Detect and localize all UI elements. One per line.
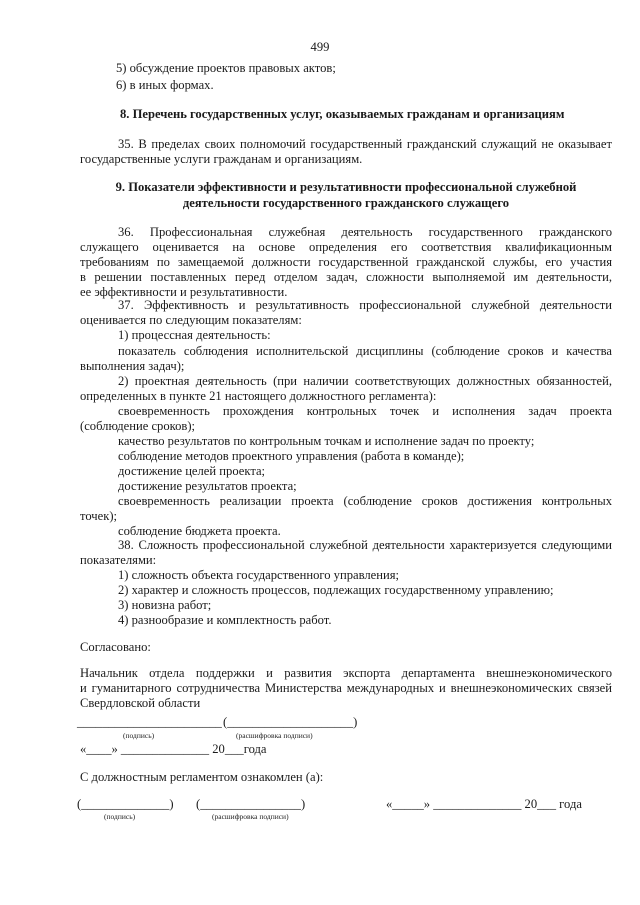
list-item: 6) в иных формах. (116, 78, 214, 92)
acquaint-signature-field: (______________) (77, 797, 174, 811)
paragraph-36-line: ее эффективности и результативности. (80, 285, 288, 299)
approval-label: Согласовано: (80, 640, 151, 654)
paragraph-38-line: 38. Сложность профессиональной служебной деятельности характеризуется следующими (118, 538, 612, 552)
paragraph-37-line: своевременность прохождения контрольных точек и исполнения задач проекта (118, 404, 612, 418)
paragraph-36-line: служащего оценивается на основе определения его соответствия квалификационным (80, 240, 612, 254)
paragraph-35-line: государственные услуги гражданам и организациям. (80, 152, 363, 166)
paragraph-37-line: определенных в пункте 21 настоящего должностного регламента): (80, 389, 437, 403)
approval-position-line: Свердловской области (80, 696, 201, 710)
paragraph-37-line: оценивается по следующим показателям: (80, 313, 302, 327)
paragraph-38-line: показателями: (80, 553, 157, 567)
section-8-heading: 8. Перечень государственных услуг, оказываемых гражданам и организациям (120, 107, 565, 121)
approval-decode-field: (____________________) (223, 715, 358, 729)
section-9-heading: деятельности государственного гражданского служащего (182, 196, 510, 210)
paragraph-38-line: 4) разнообразие и комплектность работ. (118, 613, 332, 627)
approval-date-line: «____» ______________ 20___года (80, 742, 267, 756)
list-item: 5) обсуждение проектов правовых актов; (116, 61, 336, 75)
paragraph-38-line: 3) новизна работ; (118, 598, 212, 612)
paragraph-37-line: достижение целей проекта; (118, 464, 266, 478)
paragraph-38-line: 2) характер и сложность процессов, подлежащих государственному управлению; (118, 583, 554, 597)
paragraph-35-line: 35. В пределах своих полномочий государственный гражданский служащий не оказывает (118, 137, 612, 151)
approval-position-line: Начальник отдела поддержки и развития экспорта департамента внешнеэкономического (80, 666, 612, 680)
decode-caption: (расшифровка подписи) (236, 731, 313, 740)
paragraph-37-line: 2) проектная деятельность (при наличии соответствующих должностных обязанностей, (118, 374, 612, 388)
paragraph-36-line: требованиям по замещаемой должности государственной гражданской службы, его участия (80, 255, 612, 269)
paragraph-36-line: 36. Профессиональная служебная деятельность государственного гражданского (118, 225, 612, 239)
decode-caption: (расшифровка подписи) (212, 812, 289, 821)
paragraph-38-line: 1) сложность объекта государственного управления; (118, 568, 400, 582)
paragraph-37-line: 1) процессная деятельность: (118, 328, 271, 342)
paragraph-37-line: выполнения задач); (80, 359, 185, 373)
paragraph-37-line: 37. Эффективность и результативность профессиональной служебной деятельности (118, 298, 612, 312)
approval-signature-field: _______________________ (77, 715, 222, 729)
paragraph-37-line: соблюдение бюджета проекта. (118, 524, 281, 538)
signature-caption: (подпись) (104, 812, 136, 821)
paragraph-37-line: соблюдение методов проектного управления (работа в команде); (118, 449, 465, 463)
paragraph-37-line: (соблюдение сроков); (80, 419, 196, 433)
acquaint-label: С должностным регламентом ознакомлен (а): (80, 770, 324, 784)
paragraph-37-line: достижение результатов проекта; (118, 479, 297, 493)
paragraph-37-line: качество результатов по контрольным точкам и исполнение задач по проекту; (118, 434, 535, 448)
paragraph-36-line: в решении поставленных перед отделом задач, сложности выполняемой им деятельности, (80, 270, 612, 284)
paragraph-37-line: своевременность реализации проекта (соблюдение сроков достижения контрольных (118, 494, 612, 508)
paragraph-37-line: показатель соблюдения исполнительской дисциплины (соблюдение сроков и качества (118, 344, 612, 358)
paragraph-37-line: точек); (80, 509, 118, 523)
section-9-heading: 9. Показатели эффективности и результативности профессиональной служебной (115, 180, 577, 194)
approval-position-line: и гуманитарного сотрудничества Министерства международных и внешнеэкономических связей (80, 681, 612, 695)
acquaint-decode-field: (________________) (196, 797, 306, 811)
page-number: 499 (310, 40, 330, 54)
signature-caption: (подпись) (123, 731, 155, 740)
acquaint-date-line: «_____» ______________ 20___ года (386, 797, 582, 811)
